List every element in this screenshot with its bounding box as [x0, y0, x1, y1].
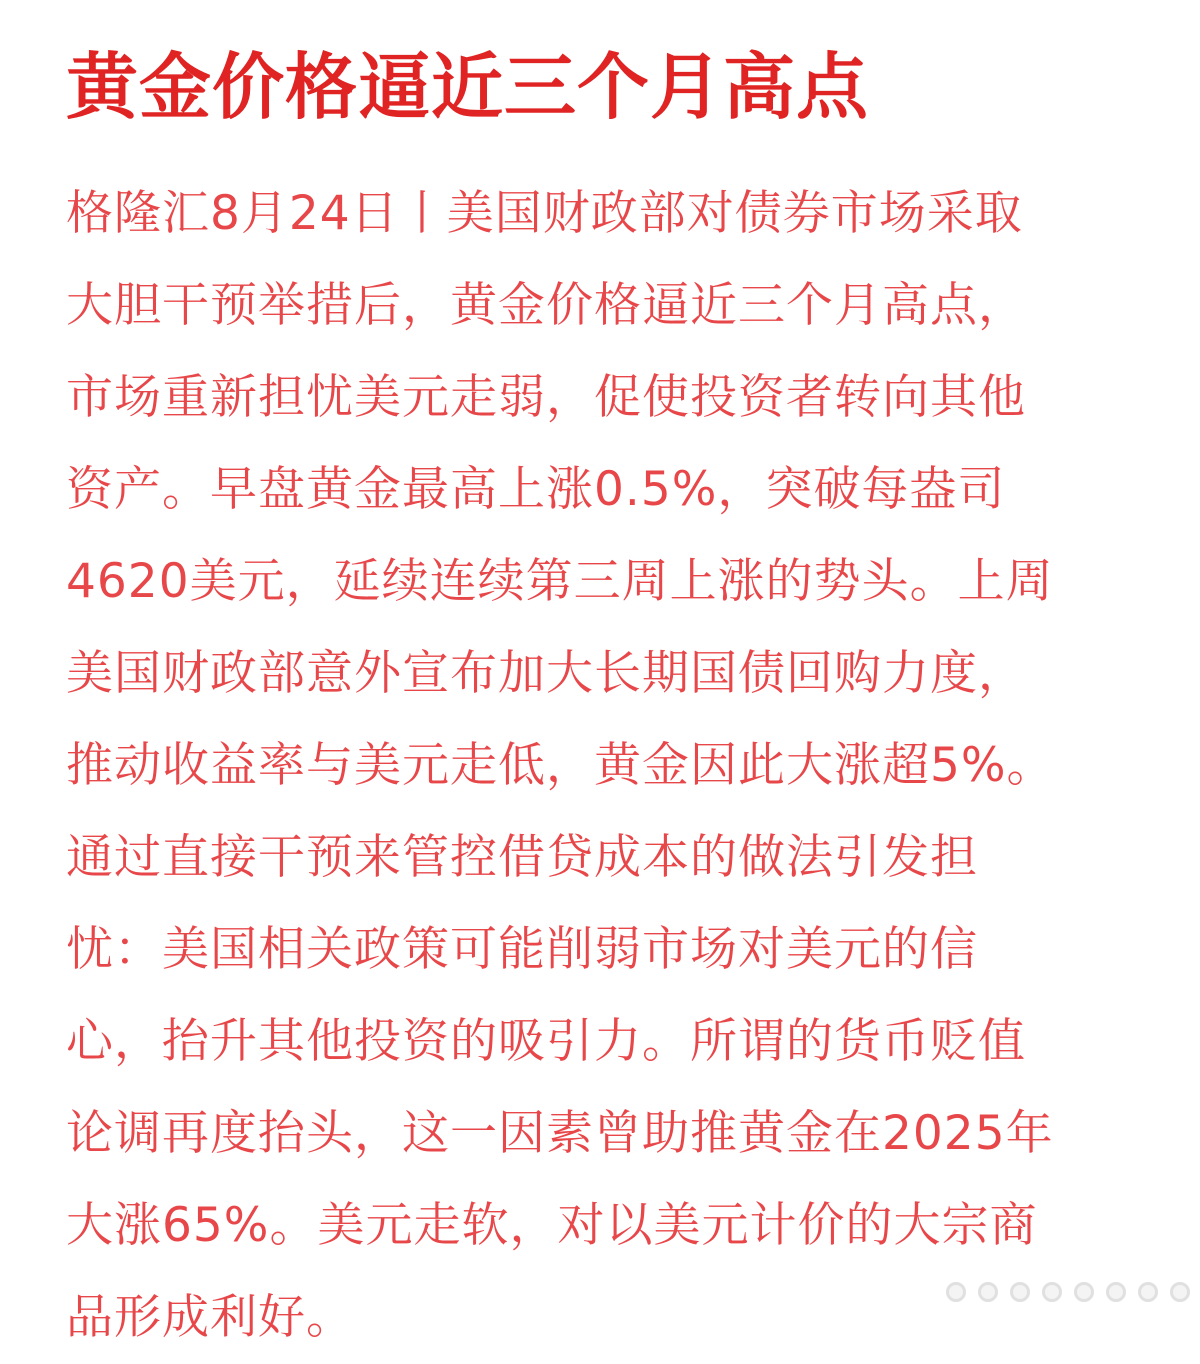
watermark-dot-icon — [1074, 1282, 1094, 1302]
watermark-dot-icon — [946, 1282, 966, 1302]
body-line: 格隆汇8月24日丨美国财政部对债券市场采取 — [66, 186, 1023, 241]
watermark-dot-icon — [1042, 1282, 1062, 1302]
headline: 黄金价格逼近三个月高点 — [66, 45, 870, 129]
body-line: 品形成利好。 — [66, 1290, 354, 1345]
body-line: 4620美元，延续连续第三周上涨的势头。上周 — [66, 554, 1054, 609]
article-body — [66, 168, 1146, 1364]
watermark-dots — [946, 1282, 1190, 1302]
watermark-dot-icon — [978, 1282, 998, 1302]
watermark-dot-icon — [1170, 1282, 1190, 1302]
watermark-dot-icon — [1138, 1282, 1158, 1302]
body-line: 美国财政部意外宣布加大长期国债回购力度， — [66, 646, 1026, 701]
body-line: 心，抬升其他投资的吸引力。所谓的货币贬值 — [66, 1014, 1026, 1069]
body-line: 论调再度抬头，这一因素曾助推黄金在2025年 — [66, 1106, 1054, 1161]
body-line: 推动收益率与美元走低，黄金因此大涨超5%。 — [66, 738, 1055, 793]
watermark-dot-icon — [1010, 1282, 1030, 1302]
body-line: 资产。早盘黄金最高上涨0.5%，突破每盎司 — [66, 462, 1006, 517]
body-line: 市场重新担忧美元走弱，促使投资者转向其他 — [66, 370, 1026, 425]
body-line: 通过直接干预来管控借贷成本的做法引发担 — [66, 830, 978, 885]
watermark-dot-icon — [1106, 1282, 1126, 1302]
body-line: 大涨65%。美元走软，对以美元计价的大宗商 — [66, 1198, 1038, 1253]
body-line: 忧：美国相关政策可能削弱市场对美元的信 — [66, 922, 978, 977]
body-line: 大胆干预举措后，黄金价格逼近三个月高点， — [66, 278, 1026, 333]
